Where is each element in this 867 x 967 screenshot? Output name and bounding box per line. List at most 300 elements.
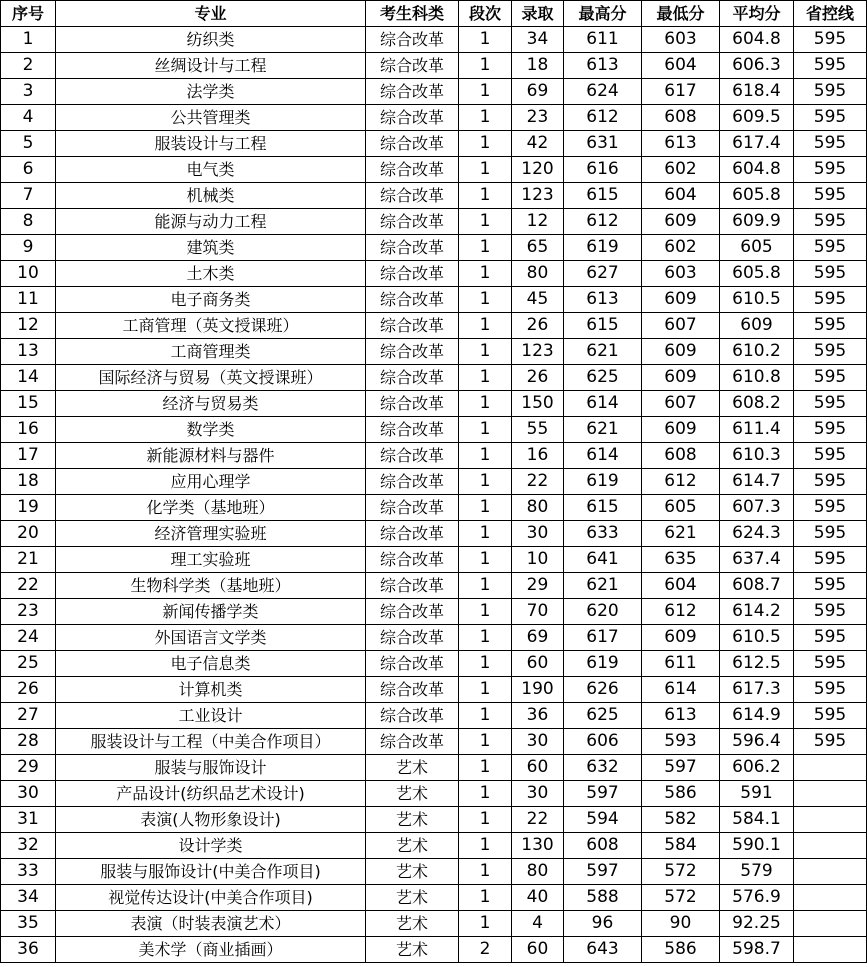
cell-min-score: 607 xyxy=(642,313,720,339)
cell-batch: 1 xyxy=(459,27,512,53)
table-row xyxy=(1,313,867,339)
cell-avg-score: 604.8 xyxy=(720,157,794,183)
table-row xyxy=(1,781,867,807)
cell-index: 21 xyxy=(1,547,56,573)
cell-major: 土木类 xyxy=(56,261,366,287)
cell-index: 28 xyxy=(1,729,56,755)
cell-category: 艺术 xyxy=(366,859,459,885)
cell-avg-score: 608.7 xyxy=(720,573,794,599)
table-row xyxy=(1,755,867,781)
table-row xyxy=(1,79,867,105)
cell-min-score: 604 xyxy=(642,53,720,79)
cell-category: 综合改革 xyxy=(366,495,459,521)
cell-max-score: 641 xyxy=(564,547,642,573)
table-row xyxy=(1,547,867,573)
cell-major: 电子商务类 xyxy=(56,287,366,313)
cell-admitted: 30 xyxy=(512,729,564,755)
cell-control-line: 595 xyxy=(794,209,867,235)
cell-major: 机械类 xyxy=(56,183,366,209)
cell-category: 综合改革 xyxy=(366,27,459,53)
cell-admitted: 60 xyxy=(512,651,564,677)
cell-major: 表演(人物形象设计) xyxy=(56,807,366,833)
col-header-category: 考生科类 xyxy=(366,1,459,27)
cell-batch: 1 xyxy=(459,443,512,469)
cell-admitted: 65 xyxy=(512,235,564,261)
cell-admitted: 30 xyxy=(512,521,564,547)
cell-index: 11 xyxy=(1,287,56,313)
cell-major: 工商管理（英文授课班） xyxy=(56,313,366,339)
cell-category: 综合改革 xyxy=(366,417,459,443)
cell-index: 20 xyxy=(1,521,56,547)
cell-control-line: 595 xyxy=(794,157,867,183)
cell-major: 服装与服饰设计(中美合作项目) xyxy=(56,859,366,885)
cell-batch: 1 xyxy=(459,573,512,599)
cell-admitted: 69 xyxy=(512,79,564,105)
cell-admitted: 12 xyxy=(512,209,564,235)
cell-avg-score: 598.7 xyxy=(720,937,794,963)
cell-major: 电气类 xyxy=(56,157,366,183)
cell-batch: 1 xyxy=(459,157,512,183)
cell-control-line: 595 xyxy=(794,235,867,261)
cell-index: 23 xyxy=(1,599,56,625)
cell-max-score: 643 xyxy=(564,937,642,963)
cell-avg-score: 605.8 xyxy=(720,183,794,209)
cell-max-score: 611 xyxy=(564,27,642,53)
cell-major: 视觉传达设计(中美合作项目) xyxy=(56,885,366,911)
cell-admitted: 45 xyxy=(512,287,564,313)
cell-max-score: 613 xyxy=(564,287,642,313)
table-row xyxy=(1,807,867,833)
cell-control-line: 595 xyxy=(794,469,867,495)
cell-admitted: 26 xyxy=(512,313,564,339)
table-row xyxy=(1,599,867,625)
cell-index: 26 xyxy=(1,677,56,703)
cell-batch: 1 xyxy=(459,911,512,937)
cell-max-score: 624 xyxy=(564,79,642,105)
cell-min-score: 621 xyxy=(642,521,720,547)
cell-avg-score: 609 xyxy=(720,313,794,339)
cell-major: 服装设计与工程（中美合作项目） xyxy=(56,729,366,755)
cell-max-score: 615 xyxy=(564,313,642,339)
cell-major: 能源与动力工程 xyxy=(56,209,366,235)
cell-major: 经济管理实验班 xyxy=(56,521,366,547)
cell-batch: 1 xyxy=(459,729,512,755)
cell-avg-score: 614.9 xyxy=(720,703,794,729)
cell-category: 综合改革 xyxy=(366,651,459,677)
table-row xyxy=(1,911,867,937)
cell-control-line: 595 xyxy=(794,703,867,729)
cell-index: 25 xyxy=(1,651,56,677)
cell-index: 36 xyxy=(1,937,56,963)
cell-admitted: 69 xyxy=(512,625,564,651)
cell-index: 4 xyxy=(1,105,56,131)
cell-avg-score: 607.3 xyxy=(720,495,794,521)
cell-admitted: 40 xyxy=(512,885,564,911)
col-header-avg-score: 平均分 xyxy=(720,1,794,27)
cell-control-line: 595 xyxy=(794,27,867,53)
cell-category: 艺术 xyxy=(366,781,459,807)
cell-max-score: 621 xyxy=(564,417,642,443)
cell-min-score: 597 xyxy=(642,755,720,781)
cell-avg-score: 605.8 xyxy=(720,261,794,287)
table-row xyxy=(1,937,867,963)
cell-batch: 1 xyxy=(459,105,512,131)
table-row xyxy=(1,53,867,79)
cell-admitted: 60 xyxy=(512,937,564,963)
cell-min-score: 612 xyxy=(642,599,720,625)
cell-avg-score: 584.1 xyxy=(720,807,794,833)
cell-control-line: 595 xyxy=(794,339,867,365)
cell-admitted: 22 xyxy=(512,469,564,495)
col-header-min-score: 最低分 xyxy=(642,1,720,27)
cell-index: 3 xyxy=(1,79,56,105)
cell-avg-score: 617.3 xyxy=(720,677,794,703)
cell-index: 31 xyxy=(1,807,56,833)
cell-min-score: 604 xyxy=(642,183,720,209)
cell-avg-score: 608.2 xyxy=(720,391,794,417)
table-row xyxy=(1,651,867,677)
cell-batch: 1 xyxy=(459,183,512,209)
cell-index: 27 xyxy=(1,703,56,729)
cell-min-score: 614 xyxy=(642,677,720,703)
cell-control-line: 595 xyxy=(794,625,867,651)
cell-max-score: 626 xyxy=(564,677,642,703)
cell-major: 工业设计 xyxy=(56,703,366,729)
table-row xyxy=(1,625,867,651)
cell-min-score: 613 xyxy=(642,131,720,157)
cell-max-score: 616 xyxy=(564,157,642,183)
table-row xyxy=(1,729,867,755)
cell-max-score: 594 xyxy=(564,807,642,833)
cell-min-score: 582 xyxy=(642,807,720,833)
cell-index: 16 xyxy=(1,417,56,443)
cell-admitted: 120 xyxy=(512,157,564,183)
header-row xyxy=(1,1,867,27)
cell-category: 艺术 xyxy=(366,937,459,963)
cell-index: 35 xyxy=(1,911,56,937)
cell-index: 30 xyxy=(1,781,56,807)
cell-admitted: 18 xyxy=(512,53,564,79)
cell-major: 应用心理学 xyxy=(56,469,366,495)
cell-category: 综合改革 xyxy=(366,339,459,365)
cell-admitted: 60 xyxy=(512,755,564,781)
cell-min-score: 635 xyxy=(642,547,720,573)
cell-batch: 1 xyxy=(459,131,512,157)
cell-avg-score: 609.9 xyxy=(720,209,794,235)
cell-min-score: 611 xyxy=(642,651,720,677)
cell-avg-score: 590.1 xyxy=(720,833,794,859)
cell-min-score: 613 xyxy=(642,703,720,729)
cell-max-score: 597 xyxy=(564,781,642,807)
cell-control-line: 595 xyxy=(794,287,867,313)
cell-control-line: 595 xyxy=(794,573,867,599)
cell-min-score: 607 xyxy=(642,391,720,417)
cell-max-score: 606 xyxy=(564,729,642,755)
cell-category: 综合改革 xyxy=(366,313,459,339)
cell-major: 建筑类 xyxy=(56,235,366,261)
cell-max-score: 619 xyxy=(564,235,642,261)
cell-avg-score: 606.2 xyxy=(720,755,794,781)
cell-control-line: 595 xyxy=(794,417,867,443)
col-header-batch: 段次 xyxy=(459,1,512,27)
cell-index: 22 xyxy=(1,573,56,599)
table-row xyxy=(1,833,867,859)
cell-batch: 1 xyxy=(459,235,512,261)
cell-major: 公共管理类 xyxy=(56,105,366,131)
cell-major: 设计学类 xyxy=(56,833,366,859)
table-row xyxy=(1,287,867,313)
cell-max-score: 625 xyxy=(564,365,642,391)
cell-index: 5 xyxy=(1,131,56,157)
table-row xyxy=(1,469,867,495)
cell-max-score: 621 xyxy=(564,573,642,599)
cell-control-line xyxy=(794,807,867,833)
cell-min-score: 608 xyxy=(642,105,720,131)
cell-max-score: 633 xyxy=(564,521,642,547)
cell-control-line xyxy=(794,937,867,963)
cell-min-score: 609 xyxy=(642,209,720,235)
cell-index: 32 xyxy=(1,833,56,859)
cell-major: 产品设计(纺织品艺术设计) xyxy=(56,781,366,807)
cell-max-score: 619 xyxy=(564,469,642,495)
cell-min-score: 90 xyxy=(642,911,720,937)
cell-batch: 1 xyxy=(459,521,512,547)
cell-category: 综合改革 xyxy=(366,677,459,703)
cell-avg-score: 604.8 xyxy=(720,27,794,53)
cell-avg-score: 614.7 xyxy=(720,469,794,495)
table-row xyxy=(1,365,867,391)
cell-admitted: 34 xyxy=(512,27,564,53)
cell-control-line: 595 xyxy=(794,521,867,547)
cell-admitted: 123 xyxy=(512,339,564,365)
cell-avg-score: 610.8 xyxy=(720,365,794,391)
cell-avg-score: 624.3 xyxy=(720,521,794,547)
cell-control-line: 595 xyxy=(794,53,867,79)
cell-control-line: 595 xyxy=(794,443,867,469)
cell-category: 综合改革 xyxy=(366,703,459,729)
cell-index: 9 xyxy=(1,235,56,261)
cell-max-score: 619 xyxy=(564,651,642,677)
cell-max-score: 588 xyxy=(564,885,642,911)
cell-control-line xyxy=(794,755,867,781)
cell-major: 表演（时装表演艺术） xyxy=(56,911,366,937)
cell-category: 综合改革 xyxy=(366,209,459,235)
cell-major: 经济与贸易类 xyxy=(56,391,366,417)
cell-batch: 1 xyxy=(459,833,512,859)
cell-category: 综合改革 xyxy=(366,105,459,131)
cell-major: 化学类（基地班） xyxy=(56,495,366,521)
cell-control-line: 595 xyxy=(794,391,867,417)
cell-batch: 1 xyxy=(459,495,512,521)
cell-max-score: 620 xyxy=(564,599,642,625)
cell-batch: 2 xyxy=(459,937,512,963)
cell-index: 2 xyxy=(1,53,56,79)
cell-min-score: 603 xyxy=(642,27,720,53)
cell-batch: 1 xyxy=(459,885,512,911)
cell-major: 计算机类 xyxy=(56,677,366,703)
cell-admitted: 10 xyxy=(512,547,564,573)
col-header-admitted: 录取 xyxy=(512,1,564,27)
cell-control-line xyxy=(794,781,867,807)
cell-index: 15 xyxy=(1,391,56,417)
cell-major: 法学类 xyxy=(56,79,366,105)
cell-avg-score: 610.3 xyxy=(720,443,794,469)
cell-major: 生物科学类（基地班） xyxy=(56,573,366,599)
table-row xyxy=(1,859,867,885)
cell-batch: 1 xyxy=(459,755,512,781)
cell-category: 综合改革 xyxy=(366,599,459,625)
cell-control-line xyxy=(794,859,867,885)
cell-batch: 1 xyxy=(459,625,512,651)
table-row xyxy=(1,131,867,157)
cell-batch: 1 xyxy=(459,261,512,287)
cell-major: 国际经济与贸易（英文授课班） xyxy=(56,365,366,391)
table-row xyxy=(1,521,867,547)
cell-major: 新能源材料与器件 xyxy=(56,443,366,469)
cell-index: 6 xyxy=(1,157,56,183)
cell-min-score: 572 xyxy=(642,859,720,885)
cell-batch: 1 xyxy=(459,79,512,105)
cell-max-score: 617 xyxy=(564,625,642,651)
cell-batch: 1 xyxy=(459,53,512,79)
cell-avg-score: 609.5 xyxy=(720,105,794,131)
cell-category: 综合改革 xyxy=(366,573,459,599)
cell-batch: 1 xyxy=(459,547,512,573)
cell-batch: 1 xyxy=(459,859,512,885)
table-row xyxy=(1,391,867,417)
cell-index: 7 xyxy=(1,183,56,209)
cell-admitted: 130 xyxy=(512,833,564,859)
table-row xyxy=(1,885,867,911)
cell-index: 29 xyxy=(1,755,56,781)
cell-admitted: 80 xyxy=(512,495,564,521)
table-row xyxy=(1,27,867,53)
cell-min-score: 609 xyxy=(642,365,720,391)
cell-max-score: 614 xyxy=(564,443,642,469)
cell-avg-score: 617.4 xyxy=(720,131,794,157)
cell-control-line xyxy=(794,885,867,911)
cell-admitted: 30 xyxy=(512,781,564,807)
cell-admitted: 16 xyxy=(512,443,564,469)
cell-min-score: 603 xyxy=(642,261,720,287)
cell-control-line: 595 xyxy=(794,677,867,703)
cell-category: 综合改革 xyxy=(366,391,459,417)
cell-category: 综合改革 xyxy=(366,53,459,79)
cell-min-score: 586 xyxy=(642,781,720,807)
cell-avg-score: 591 xyxy=(720,781,794,807)
cell-admitted: 80 xyxy=(512,859,564,885)
cell-min-score: 608 xyxy=(642,443,720,469)
cell-category: 综合改革 xyxy=(366,625,459,651)
cell-control-line xyxy=(794,833,867,859)
cell-category: 艺术 xyxy=(366,833,459,859)
cell-category: 艺术 xyxy=(366,807,459,833)
cell-max-score: 625 xyxy=(564,703,642,729)
table-row xyxy=(1,209,867,235)
cell-category: 综合改革 xyxy=(366,261,459,287)
cell-admitted: 190 xyxy=(512,677,564,703)
cell-admitted: 150 xyxy=(512,391,564,417)
cell-min-score: 586 xyxy=(642,937,720,963)
cell-max-score: 96 xyxy=(564,911,642,937)
cell-category: 艺术 xyxy=(366,755,459,781)
cell-category: 艺术 xyxy=(366,885,459,911)
cell-min-score: 617 xyxy=(642,79,720,105)
cell-avg-score: 611.4 xyxy=(720,417,794,443)
cell-max-score: 613 xyxy=(564,53,642,79)
cell-control-line: 595 xyxy=(794,547,867,573)
cell-admitted: 55 xyxy=(512,417,564,443)
cell-min-score: 604 xyxy=(642,573,720,599)
cell-index: 13 xyxy=(1,339,56,365)
cell-major: 服装与服饰设计 xyxy=(56,755,366,781)
cell-admitted: 26 xyxy=(512,365,564,391)
cell-major: 服装设计与工程 xyxy=(56,131,366,157)
cell-admitted: 42 xyxy=(512,131,564,157)
cell-min-score: 593 xyxy=(642,729,720,755)
cell-batch: 1 xyxy=(459,391,512,417)
cell-index: 33 xyxy=(1,859,56,885)
cell-control-line: 595 xyxy=(794,79,867,105)
cell-min-score: 572 xyxy=(642,885,720,911)
cell-batch: 1 xyxy=(459,469,512,495)
cell-max-score: 614 xyxy=(564,391,642,417)
cell-index: 24 xyxy=(1,625,56,651)
table-row xyxy=(1,417,867,443)
cell-category: 艺术 xyxy=(366,911,459,937)
cell-index: 12 xyxy=(1,313,56,339)
cell-category: 综合改革 xyxy=(366,183,459,209)
cell-avg-score: 576.9 xyxy=(720,885,794,911)
cell-index: 18 xyxy=(1,469,56,495)
cell-major: 丝绸设计与工程 xyxy=(56,53,366,79)
cell-batch: 1 xyxy=(459,287,512,313)
cell-min-score: 602 xyxy=(642,157,720,183)
table-row xyxy=(1,261,867,287)
cell-index: 1 xyxy=(1,27,56,53)
table-row xyxy=(1,703,867,729)
cell-major: 工商管理类 xyxy=(56,339,366,365)
cell-category: 综合改革 xyxy=(366,235,459,261)
cell-avg-score: 605 xyxy=(720,235,794,261)
cell-admitted: 23 xyxy=(512,105,564,131)
cell-max-score: 615 xyxy=(564,495,642,521)
table-row xyxy=(1,339,867,365)
cell-control-line: 595 xyxy=(794,729,867,755)
cell-avg-score: 614.2 xyxy=(720,599,794,625)
cell-category: 综合改革 xyxy=(366,729,459,755)
table-row xyxy=(1,183,867,209)
cell-max-score: 612 xyxy=(564,209,642,235)
cell-max-score: 621 xyxy=(564,339,642,365)
cell-min-score: 609 xyxy=(642,417,720,443)
cell-max-score: 631 xyxy=(564,131,642,157)
cell-batch: 1 xyxy=(459,677,512,703)
cell-batch: 1 xyxy=(459,651,512,677)
cell-category: 综合改革 xyxy=(366,547,459,573)
cell-admitted: 70 xyxy=(512,599,564,625)
cell-control-line: 595 xyxy=(794,599,867,625)
table-row xyxy=(1,495,867,521)
cell-batch: 1 xyxy=(459,599,512,625)
cell-min-score: 609 xyxy=(642,625,720,651)
cell-category: 综合改革 xyxy=(366,469,459,495)
cell-admitted: 22 xyxy=(512,807,564,833)
table-row xyxy=(1,105,867,131)
table-row xyxy=(1,157,867,183)
cell-avg-score: 610.5 xyxy=(720,625,794,651)
cell-avg-score: 612.5 xyxy=(720,651,794,677)
